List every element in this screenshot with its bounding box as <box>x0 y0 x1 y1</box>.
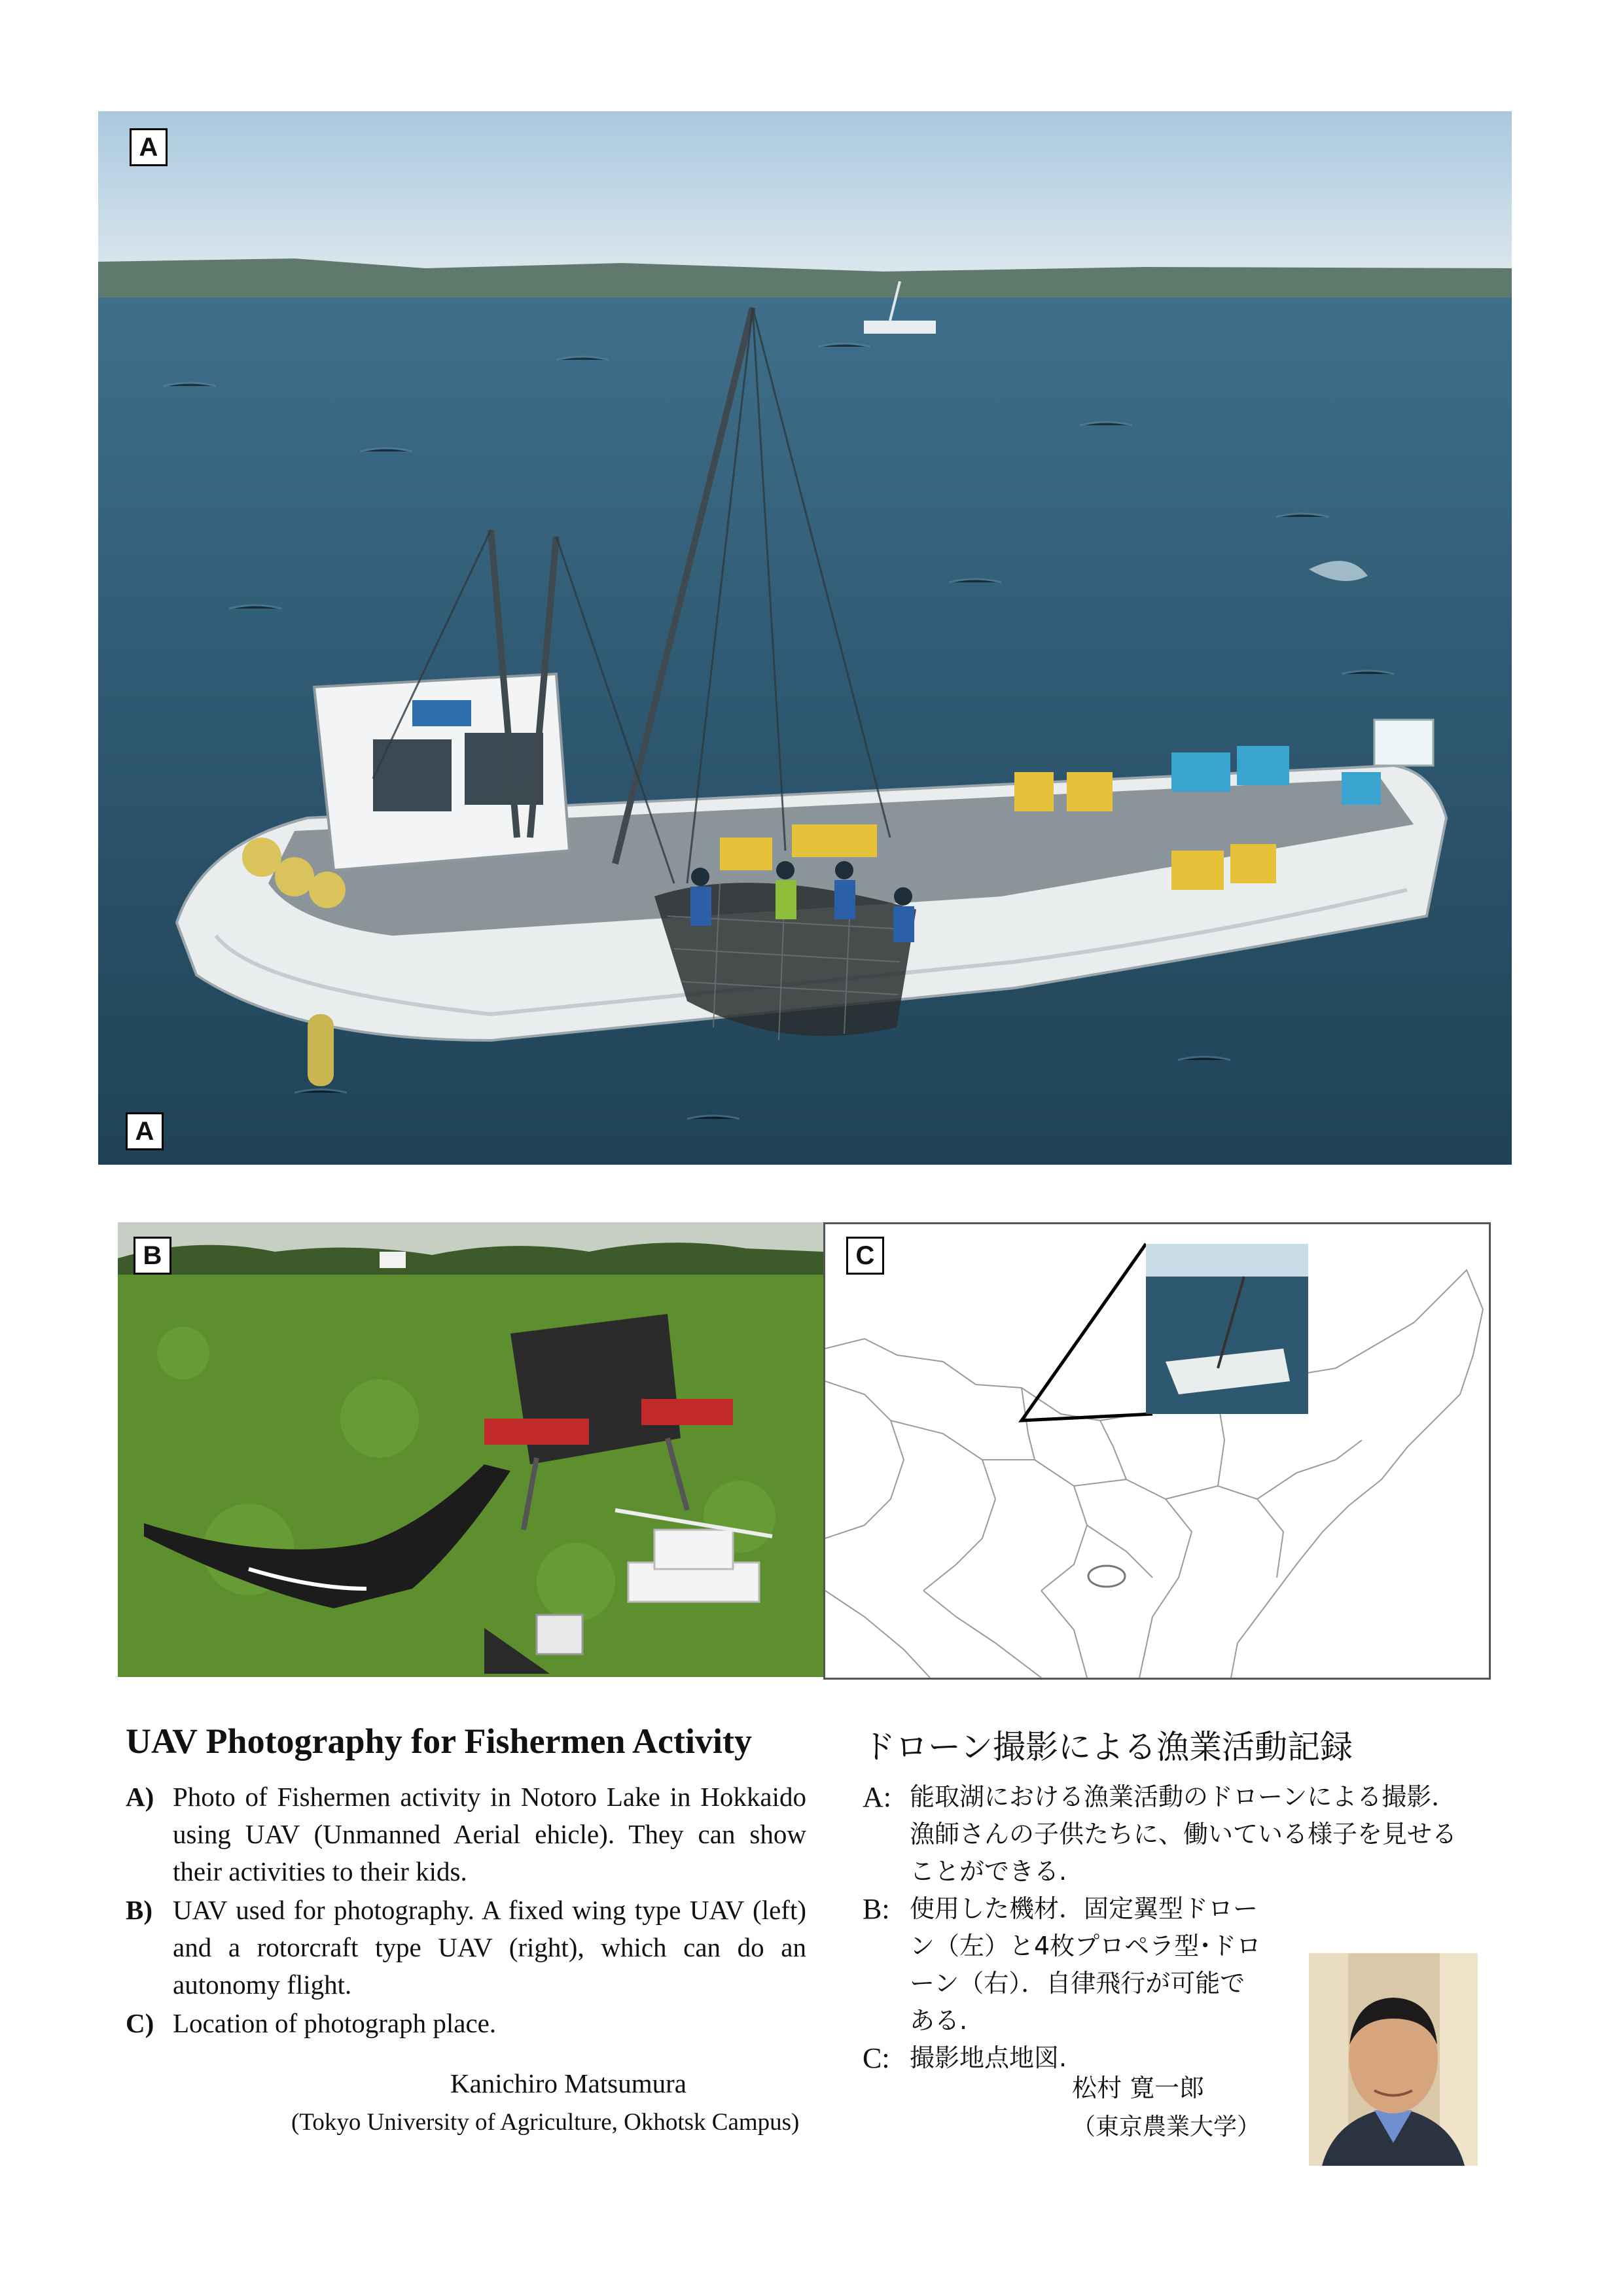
author-english: Kanichiro Matsumura <box>450 2068 687 2098</box>
panel-label-a-top: A <box>130 128 168 166</box>
english-caption-list <box>126 1778 806 2043</box>
english-key-a: A) <box>126 1782 154 1812</box>
japanese-text-a: 能取湖における漁業活動のドローンによる撮影．漁師さんの子供たちに、働いている様子を見せることができる. <box>910 1782 1457 1886</box>
author-japanese: 松村 寛一郎 <box>1072 2074 1205 2102</box>
uav-equipment-illustration <box>118 1222 823 1677</box>
japanese-key-c: C: <box>863 2042 890 2074</box>
english-caption-a <box>126 1778 806 1890</box>
japanese-key-b: B: <box>863 1893 890 1925</box>
panel-label-a-bottom: A <box>126 1112 164 1150</box>
affiliation-japanese: （東京農業大学） <box>1072 2113 1261 2140</box>
hokkaido-map <box>825 1224 1489 1678</box>
japanese-caption-a <box>863 1778 1465 1890</box>
portrait-illustration <box>1309 1953 1478 2166</box>
affiliation-english: (Tokyo University of Agriculture, Okhotsk Campus) <box>291 2109 800 2136</box>
english-text-a: Photo of Fishermen activity in Notoro Lake in Hokkaido using UAV (Unmanned Aerial ehicle). They can show their activities to their kids. <box>173 1782 806 1886</box>
panel-label-b: B <box>134 1237 171 1275</box>
japanese-text-c: 撮影地点地図. <box>910 2043 1067 2072</box>
japanese-text-b: 使用した機材．固定翼型ドローン（左）と4枚プロペラ型･ドローン（右）．自律飛行が可能である. <box>910 1894 1262 2035</box>
english-key-b: B) <box>126 1895 152 1925</box>
panel-label-c: C <box>846 1237 884 1275</box>
japanese-key-a: A: <box>863 1781 891 1813</box>
english-text-b: UAV used for photography. A fixed wing type UAV (left) and a rotorcraft type UAV (right), which can do an autonomy flight. <box>173 1895 806 2000</box>
english-key-c: C) <box>126 2008 154 2038</box>
japanese-title: ドローン撮影による漁業活動記録 <box>863 1728 1353 1766</box>
english-caption-b <box>126 1892 806 2004</box>
english-text-c: Location of photograph place. <box>173 2008 497 2038</box>
english-caption-c <box>126 2005 806 2042</box>
photo-fishing-boat <box>98 111 1512 1165</box>
photo-uav-equipment <box>118 1222 823 1677</box>
fishing-boat-illustration <box>98 111 1512 1165</box>
location-map <box>823 1222 1491 1680</box>
english-title: UAV Photography for Fishermen Activity <box>126 1722 752 1761</box>
author-portrait <box>1309 1953 1478 2166</box>
japanese-caption-b <box>863 1890 1268 2040</box>
